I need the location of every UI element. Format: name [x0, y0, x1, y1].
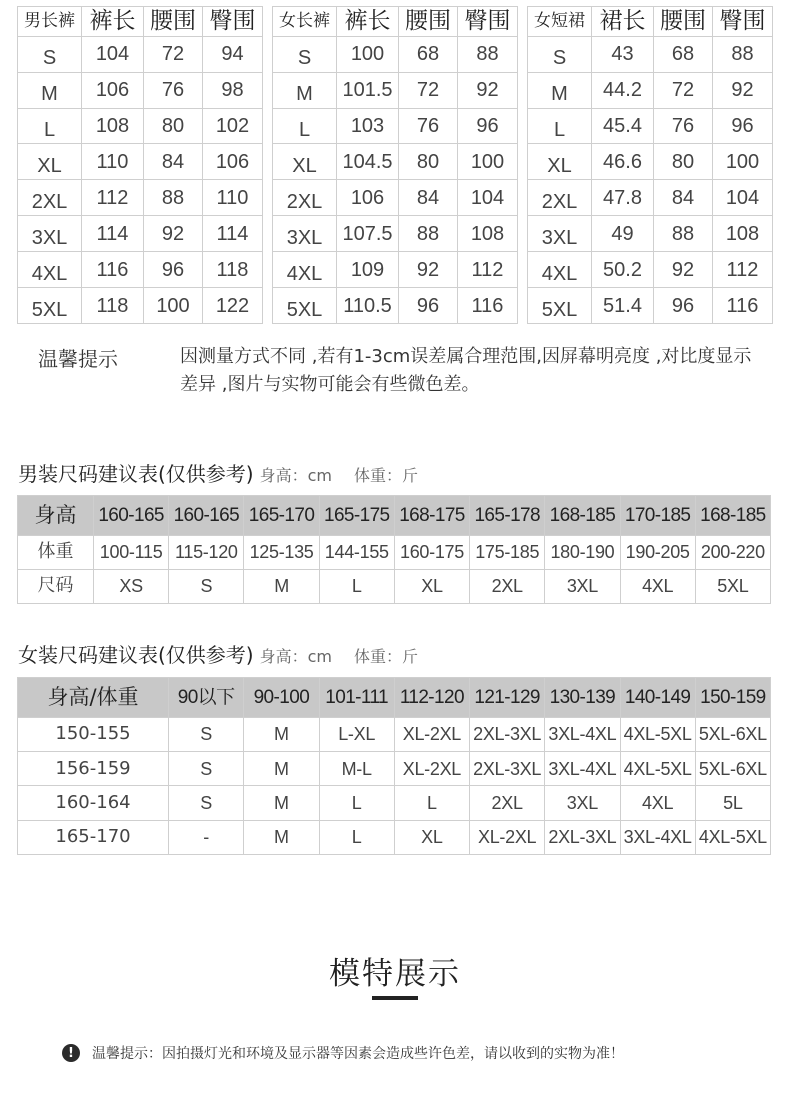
row-label-cell: 156-159: [18, 752, 169, 786]
size-table-header-row: [528, 7, 773, 37]
model-section-title: 模特展示: [329, 956, 461, 992]
measurement-cell: 109: [337, 252, 399, 288]
size-label-cell: XL: [528, 144, 592, 180]
measurement-cell: 104: [82, 36, 144, 72]
size-label-cell: S: [528, 36, 592, 72]
measurement-cell: 94: [203, 36, 263, 72]
recommendation-header-cell: 168-185: [545, 496, 620, 536]
measurement-cell: 84: [654, 180, 713, 216]
measurement-cell: 114: [203, 216, 263, 252]
measurement-cell: 68: [654, 36, 713, 72]
measurement-cell: 101.5: [337, 72, 399, 108]
recommendation-cell: XL-2XL: [394, 752, 469, 786]
table-row: [528, 180, 773, 216]
measurement-cell: 96: [458, 108, 518, 144]
women-unit-weight: 体重：斤: [354, 647, 419, 666]
recommendation-cell: S: [169, 752, 244, 786]
women-recommendation-table: [17, 677, 771, 855]
recommendation-header-cell: 168-175: [394, 496, 469, 536]
recommendation-cell: 200-220: [695, 535, 770, 569]
size-table-header-row: [18, 7, 263, 37]
table-row: [18, 752, 771, 786]
size-table-header-cell: 臀围: [713, 7, 773, 37]
size-label-cell: M: [273, 72, 337, 108]
size-table-header-cell: 腰围: [654, 7, 713, 37]
size-label-cell: 2XL: [18, 180, 82, 216]
recommendation-cell: 4XL-5XL: [620, 752, 695, 786]
recommendation-cell: M-L: [319, 752, 394, 786]
recommendation-cell: 190-205: [620, 535, 695, 569]
measurement-cell: 96: [713, 108, 773, 144]
table-row: [18, 569, 771, 603]
measurement-cell: 92: [713, 72, 773, 108]
measurement-cell: 68: [399, 36, 458, 72]
recommendation-cell: 5XL-6XL: [695, 717, 770, 751]
measurement-cell: 92: [458, 72, 518, 108]
size-label-cell: 4XL: [273, 252, 337, 288]
measurement-cell: 76: [654, 108, 713, 144]
measurement-cell: 116: [713, 288, 773, 324]
measurement-cell: 49: [592, 216, 654, 252]
table-row: [528, 288, 773, 324]
size-table-header-cell: 臀围: [458, 7, 518, 37]
measurement-cell: 106: [82, 72, 144, 108]
recommendation-cell: 2XL-3XL: [470, 752, 545, 786]
table-row: [18, 288, 263, 324]
size-label-cell: 5XL: [528, 288, 592, 324]
recommendation-header-cell: 170-185: [620, 496, 695, 536]
recommendation-cell: 3XL-4XL: [545, 752, 620, 786]
table-row: [528, 72, 773, 108]
women-unit-height: 身高：cm: [259, 647, 332, 666]
measurement-cell: 45.4: [592, 108, 654, 144]
recommendation-cell: XS: [94, 569, 169, 603]
recommendation-cell: 3XL: [545, 786, 620, 820]
measurement-cell: 114: [82, 216, 144, 252]
table-row: [18, 72, 263, 108]
table-row: [18, 717, 771, 751]
size-label-cell: XL: [18, 144, 82, 180]
women-recommendation-title: [18, 639, 418, 668]
table-row: [273, 72, 518, 108]
measurement-cell: 88: [144, 180, 203, 216]
table-row: [528, 252, 773, 288]
size-label-cell: L: [273, 108, 337, 144]
recommendation-cell: S: [169, 717, 244, 751]
measurement-cell: 96: [144, 252, 203, 288]
size-label-cell: 4XL: [18, 252, 82, 288]
recommendation-cell: 144-155: [319, 535, 394, 569]
size-table-header-cell: 臀围: [203, 7, 263, 37]
measurement-cell: 88: [713, 36, 773, 72]
size-table-header-cell: 裤长: [337, 7, 399, 37]
row-label-cell: 160-164: [18, 786, 169, 820]
recommendation-header-row: [18, 678, 771, 718]
measurement-cell: 100: [144, 288, 203, 324]
recommendation-header-row: [18, 496, 771, 536]
recommendation-cell: M: [244, 786, 319, 820]
measurement-cell: 44.2: [592, 72, 654, 108]
measurement-cell: 108: [458, 216, 518, 252]
measurement-cell: 104.5: [337, 144, 399, 180]
recommendation-cell: 5L: [695, 786, 770, 820]
measurement-cell: 84: [144, 144, 203, 180]
recommendation-cell: 115-120: [169, 535, 244, 569]
measurement-cell: 104: [713, 180, 773, 216]
size-label-cell: S: [18, 36, 82, 72]
measurement-cell: 116: [458, 288, 518, 324]
recommendation-header-cell: 165-175: [319, 496, 394, 536]
recommendation-cell: 5XL: [695, 569, 770, 603]
size-label-cell: XL: [273, 144, 337, 180]
title-underline: [372, 996, 418, 1000]
recommendation-header-cell: 160-165: [169, 496, 244, 536]
recommendation-header-cell: 101-111: [319, 678, 394, 718]
table-row: [273, 144, 518, 180]
table-row: [18, 252, 263, 288]
recommendation-cell: 4XL-5XL: [620, 717, 695, 751]
measurement-cell: 98: [203, 72, 263, 108]
table-row: [18, 180, 263, 216]
size-table-header-cell: 腰围: [144, 7, 203, 37]
women-skirt-size-table: [527, 6, 773, 324]
measurement-cell: 72: [654, 72, 713, 108]
recommendation-cell: M: [244, 752, 319, 786]
recommendation-cell: L: [319, 786, 394, 820]
recommendation-cell: 3XL-4XL: [545, 717, 620, 751]
table-row: [18, 144, 263, 180]
table-row: [528, 36, 773, 72]
row-label-cell: 150-155: [18, 717, 169, 751]
recommendation-cell: S: [169, 569, 244, 603]
measurement-cell: 108: [82, 108, 144, 144]
measurement-cell: 107.5: [337, 216, 399, 252]
recommendation-cell: 160-175: [394, 535, 469, 569]
measurement-cell: 100: [337, 36, 399, 72]
recommendation-cell: 175-185: [470, 535, 545, 569]
recommendation-cell: XL-2XL: [394, 717, 469, 751]
recommendation-cell: M: [244, 569, 319, 603]
table-row: [18, 535, 771, 569]
men-pants-size-table: [17, 6, 263, 324]
measurement-cell: 116: [82, 252, 144, 288]
measurement-cell: 103: [337, 108, 399, 144]
measurement-cell: 110: [82, 144, 144, 180]
size-table-header-cell: 女短裙: [528, 7, 592, 37]
size-table-header-row: [273, 7, 518, 37]
recommendation-cell: -: [169, 820, 244, 854]
measurement-cell: 112: [458, 252, 518, 288]
size-label-cell: M: [18, 72, 82, 108]
table-row: [18, 108, 263, 144]
recommendation-cell: 3XL-4XL: [620, 820, 695, 854]
men-recommendation-title: [18, 458, 418, 487]
recommendation-header-cell: 150-159: [695, 678, 770, 718]
measurement-cell: 106: [203, 144, 263, 180]
recommendation-header-cell: 168-185: [695, 496, 770, 536]
measurement-cell: 72: [399, 72, 458, 108]
recommendation-header-cell: 90-100: [244, 678, 319, 718]
table-row: [528, 144, 773, 180]
measurement-cell: 76: [144, 72, 203, 108]
measurement-cell: 50.2: [592, 252, 654, 288]
recommendation-header-cell: 90以下: [169, 678, 244, 718]
measurement-cell: 47.8: [592, 180, 654, 216]
measurement-cell: 88: [458, 36, 518, 72]
recommendation-header-cell: 140-149: [620, 678, 695, 718]
recommendation-header-cell: 121-129: [470, 678, 545, 718]
women-recommendation-heading: 女装尺码建议表(仅供参考): [18, 643, 254, 667]
recommendation-cell: 5XL-6XL: [695, 752, 770, 786]
men-unit-height: 身高：cm: [259, 466, 332, 485]
measurement-cell: 96: [399, 288, 458, 324]
table-row: [18, 216, 263, 252]
recommendation-cell: M: [244, 717, 319, 751]
men-recommendation-table: [17, 495, 771, 604]
recommendation-cell: 2XL-3XL: [470, 717, 545, 751]
measurement-cell: 80: [144, 108, 203, 144]
size-table-header-cell: 裤长: [82, 7, 144, 37]
size-label-cell: L: [18, 108, 82, 144]
measurement-cell: 102: [203, 108, 263, 144]
men-unit-weight: 体重：斤: [354, 466, 419, 485]
size-tables-area: [17, 6, 772, 324]
measurement-cell: 96: [654, 288, 713, 324]
recommendation-cell: 4XL: [620, 569, 695, 603]
size-label-cell: 3XL: [528, 216, 592, 252]
measurement-cell: 100: [458, 144, 518, 180]
measurement-cell: 80: [654, 144, 713, 180]
size-label-cell: 5XL: [18, 288, 82, 324]
color-notice-text: 温馨提示：因拍摄灯光和环境及显示器等因素会造成些许色差，请以收到的实物为准！: [92, 1046, 624, 1062]
measurement-cell: 88: [654, 216, 713, 252]
recommendation-cell: 125-135: [244, 535, 319, 569]
size-label-cell: S: [273, 36, 337, 72]
measurement-cell: 100: [713, 144, 773, 180]
exclamation-circle-icon: !: [62, 1044, 80, 1062]
size-label-cell: 5XL: [273, 288, 337, 324]
recommendation-cell: 180-190: [545, 535, 620, 569]
recommendation-cell: 4XL: [620, 786, 695, 820]
measurement-cell: 80: [399, 144, 458, 180]
measurement-cell: 46.6: [592, 144, 654, 180]
size-label-cell: M: [528, 72, 592, 108]
recommendation-cell: S: [169, 786, 244, 820]
table-row: [18, 786, 771, 820]
measurement-cell: 108: [713, 216, 773, 252]
size-table-header-cell: 裙长: [592, 7, 654, 37]
table-row: [273, 180, 518, 216]
table-row: [18, 36, 263, 72]
table-row: [273, 216, 518, 252]
measurement-cell: 112: [713, 252, 773, 288]
recommendation-cell: 4XL-5XL: [695, 820, 770, 854]
recommendation-header-cell: 身高: [18, 496, 94, 536]
recommendation-cell: L: [319, 569, 394, 603]
measurement-cell: 51.4: [592, 288, 654, 324]
measurement-cell: 92: [654, 252, 713, 288]
measurement-cell: 88: [399, 216, 458, 252]
row-label-cell: 165-170: [18, 820, 169, 854]
measurement-cell: 112: [82, 180, 144, 216]
recommendation-header-cell: 165-178: [470, 496, 545, 536]
measurement-cell: 43: [592, 36, 654, 72]
measurement-cell: 122: [203, 288, 263, 324]
recommendation-cell: 3XL: [545, 569, 620, 603]
row-label-cell: 体重: [18, 535, 94, 569]
recommendation-cell: 100-115: [94, 535, 169, 569]
recommendation-cell: L: [319, 820, 394, 854]
measurement-cell: 110.5: [337, 288, 399, 324]
size-table-header-cell: 腰围: [399, 7, 458, 37]
recommendation-cell: XL: [394, 820, 469, 854]
size-label-cell: 2XL: [273, 180, 337, 216]
recommendation-header-cell: 160-165: [94, 496, 169, 536]
size-label-cell: 4XL: [528, 252, 592, 288]
size-label-cell: 2XL: [528, 180, 592, 216]
recommendation-cell: XL-2XL: [470, 820, 545, 854]
recommendation-cell: 2XL: [470, 569, 545, 603]
measurement-cell: 106: [337, 180, 399, 216]
size-label-cell: 3XL: [273, 216, 337, 252]
size-table-header-cell: 女长裤: [273, 7, 337, 37]
measurement-cell: 118: [203, 252, 263, 288]
measurement-cell: 76: [399, 108, 458, 144]
men-recommendation-heading: 男装尺码建议表(仅供参考): [18, 462, 254, 486]
table-row: [528, 216, 773, 252]
recommendation-cell: XL: [394, 569, 469, 603]
recommendation-header-cell: 112-120: [394, 678, 469, 718]
color-notice: [62, 1043, 624, 1063]
recommendation-header-cell: 130-139: [545, 678, 620, 718]
recommendation-header-cell: 身高/体重: [18, 678, 169, 718]
measurement-cell: 92: [399, 252, 458, 288]
size-label-cell: L: [528, 108, 592, 144]
tips-title: 温馨提示: [38, 347, 118, 371]
table-row: [18, 820, 771, 854]
measurement-cell: 110: [203, 180, 263, 216]
recommendation-cell: M: [244, 820, 319, 854]
table-row: [273, 36, 518, 72]
size-table-header-cell: 男长裤: [18, 7, 82, 37]
measurement-cell: 72: [144, 36, 203, 72]
measurement-cell: 92: [144, 216, 203, 252]
table-row: [273, 108, 518, 144]
size-label-cell: 3XL: [18, 216, 82, 252]
table-row: [528, 108, 773, 144]
tips-text: 因测量方式不同 ,若有1-3cm误差属合理范围,因屏幕明亮度 ,对比度显示差异 ,图片与实物可能会有些微色差。: [180, 346, 752, 395]
recommendation-cell: L-XL: [319, 717, 394, 751]
table-row: [273, 252, 518, 288]
recommendation-cell: 2XL: [470, 786, 545, 820]
table-row: [273, 288, 518, 324]
recommendation-cell: L: [394, 786, 469, 820]
women-pants-size-table: [272, 6, 518, 324]
recommendation-cell: 2XL-3XL: [545, 820, 620, 854]
row-label-cell: 尺码: [18, 569, 94, 603]
measurement-cell: 118: [82, 288, 144, 324]
measurement-cell: 84: [399, 180, 458, 216]
recommendation-header-cell: 165-170: [244, 496, 319, 536]
measurement-cell: 104: [458, 180, 518, 216]
